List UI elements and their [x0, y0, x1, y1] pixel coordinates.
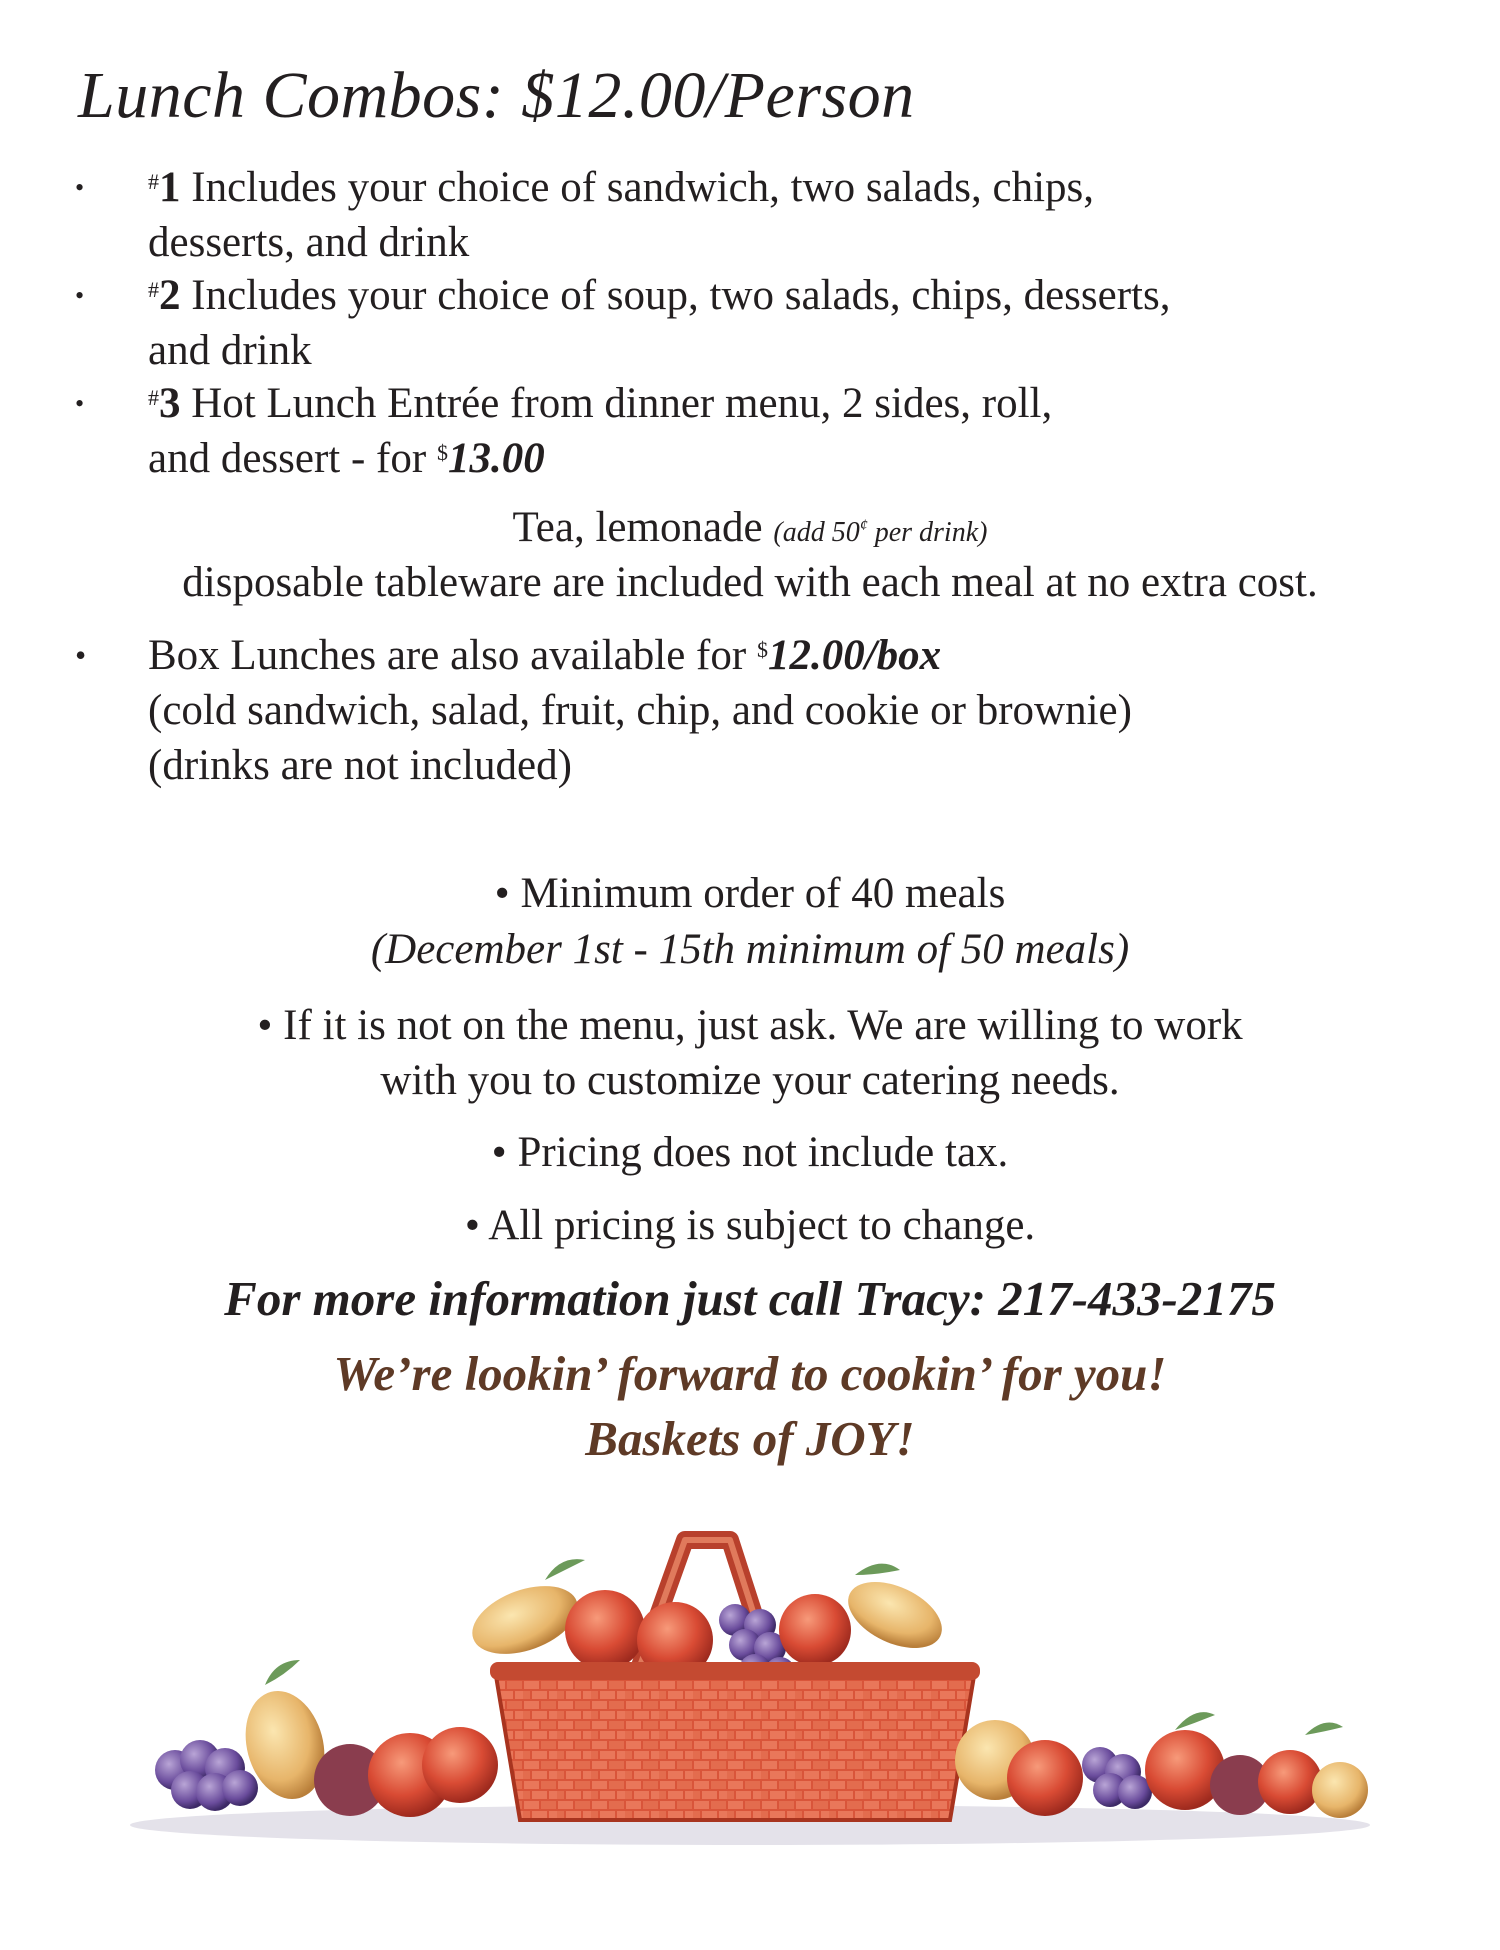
bullet: • — [75, 173, 85, 202]
tagline-line2: Baskets of JOY! — [585, 1411, 915, 1466]
bullet: • — [75, 281, 85, 310]
custom-note-line2: with you to customize your catering needs. — [380, 1057, 1120, 1104]
box-lunch-text: Box Lunches are also available for $12.00/box (cold sandwich, salad, fruit, chip, and cookie or brownie) (drinks are not included) — [148, 632, 1132, 789]
combo-text: #1 Includes your choice of sandwich, two salads, chips, desserts, and drink — [148, 164, 1095, 266]
tax-note: • Pricing does not include tax. — [491, 1129, 1009, 1176]
tableware-note: disposable tableware are included with each meal at no extra cost. — [182, 559, 1318, 606]
fruit-basket-icon — [115, 1520, 1385, 1850]
combo-price: 13.00 — [447, 435, 545, 482]
contact-line: For more information just call Tracy: 217-433-2175 — [224, 1271, 1276, 1326]
combo-text: #3 Hot Lunch Entrée from dinner menu, 2 sides, roll, and dessert - for $13.00 — [148, 380, 1053, 482]
pricing-change-note: • All pricing is subject to change. — [464, 1202, 1036, 1249]
drinks-line: Tea, lemonade (add 50¢ per drink) — [512, 504, 988, 551]
combo-number: 1 — [159, 164, 181, 211]
box-lunch-price: 12.00/box — [767, 632, 942, 679]
combo-number: 3 — [159, 380, 181, 427]
bullet: • — [75, 637, 87, 673]
combo-text: #2 Includes your choice of soup, two salads, chips, desserts, and drink — [148, 272, 1171, 374]
tagline-line1: We’re lookin’ forward to cookin’ for you! — [333, 1346, 1167, 1401]
minimum-order-note: • Minimum order of 40 meals — [494, 870, 1006, 917]
minimum-order-sub: (December 1st - 15th minimum of 50 meals) — [370, 926, 1130, 973]
bullet: • — [75, 389, 85, 418]
combo-number: 2 — [159, 272, 181, 319]
custom-note-line1: • If it is not on the menu, just ask. We are willing to work — [257, 1002, 1243, 1049]
page-title: Lunch Combos: $12.00/Person — [78, 59, 915, 132]
drink-price-note: (add 50¢ per drink) — [773, 517, 988, 548]
